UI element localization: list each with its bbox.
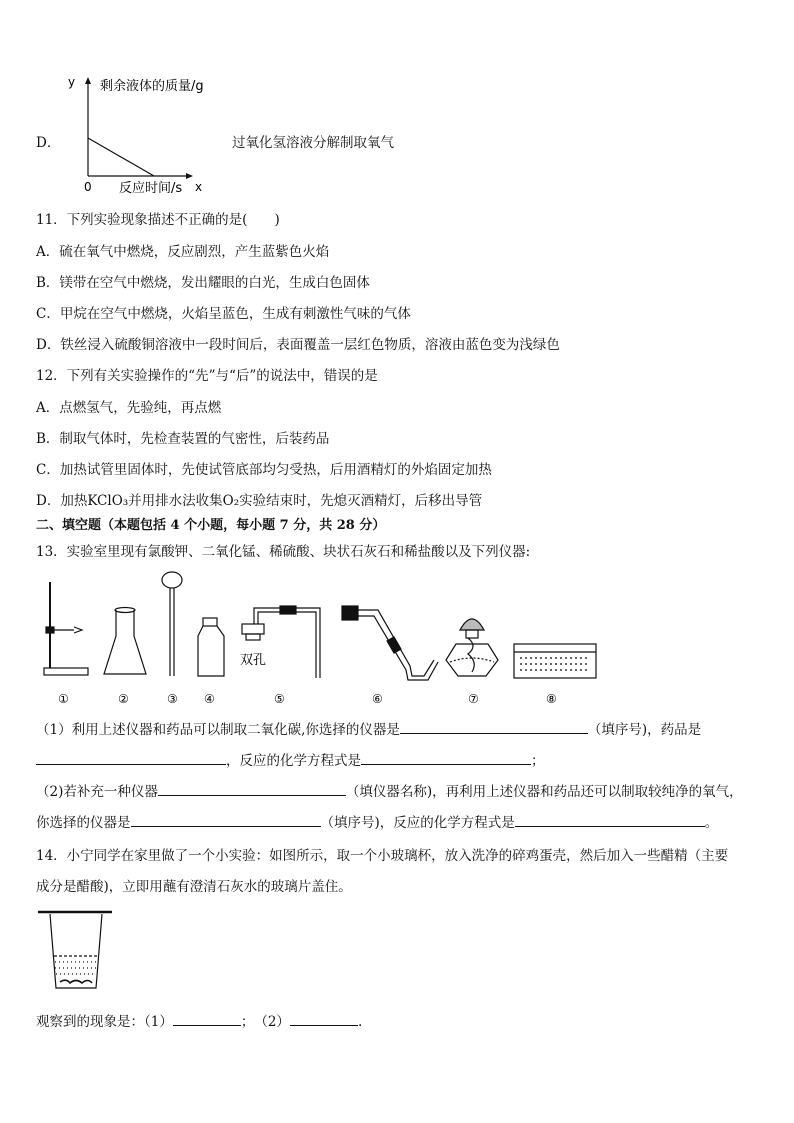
iron-stand-icon [44, 582, 88, 675]
section-title: 二、填空题（本题包括 4 个小题，每小题 7 分，共 28 分） [36, 518, 386, 533]
q13-blank-extra-instrument[interactable] [158, 781, 346, 796]
q14-stem-line1: 14．小宁同学在家里做了一个小实验：如图所示，取一个小玻璃杯，放入洗净的碎鸡蛋壳，然后加入一些醋精（主要 [36, 848, 729, 864]
y-axis-letter: y [68, 75, 76, 89]
q11-option-c: C．甲烷在空气中燃烧，火焰呈蓝色，生成有刺激性气味的气体 [36, 306, 411, 322]
bent-tube-icon [342, 606, 438, 680]
q11-stem: 11．下列实验现象描述不正确的是( ) [36, 212, 280, 228]
graph-caption: 过氧化氢溶液分解制取氧气 [232, 135, 394, 151]
q14-blank-1[interactable] [173, 1011, 241, 1026]
q12-stem: 12．下列有关实验操作的“先”与“后”的说法中，错误的是 [36, 368, 378, 384]
q12-option-c: C．加热试管里固体时，先使试管底部均匀受热，后用酒精灯的外焰固定加热 [36, 462, 492, 478]
label-6: ⑥ [372, 692, 383, 706]
q11-option-a: A．硫在氧气中燃烧，反应剧烈，产生蓝紫色火焰 [36, 244, 330, 260]
q12-option-a: A．点燃氢气，先验纯，再点燃 [36, 400, 222, 416]
q14-blank-2[interactable] [290, 1011, 358, 1026]
q14-stem-line2: 成分是醋酸)，立即用蘸有澄清石灰水的玻璃片盖住。 [36, 879, 352, 895]
q14-observation-line: 观察到的现象是：（1） ； （2） . [36, 1010, 362, 1030]
mass-line [88, 138, 154, 176]
water-trough-icon [514, 644, 596, 678]
y-axis-label: 剩余液体的质量/g [100, 79, 204, 94]
mass-time-graph [62, 72, 222, 198]
origin-label: 0 [84, 180, 92, 194]
stopper-label: 双孔 [240, 653, 267, 668]
q13-blank-o2-instruments[interactable] [131, 812, 321, 827]
label-4: ④ [204, 692, 215, 706]
q11-option-d: D．铁丝浸入硫酸铜溶液中一段时间后，表面覆盖一层红色物质，溶液由蓝色变为浅绿色 [36, 337, 560, 353]
q12-option-b: B．制取气体时，先检查装置的气密性，后装药品 [36, 431, 330, 447]
q13-blank-equation[interactable] [361, 750, 531, 765]
option-d-label: D． [36, 135, 61, 151]
funnel-icon [162, 572, 182, 676]
x-axis-letter: x [195, 180, 203, 194]
label-3: ③ [167, 692, 178, 706]
x-axis-label: 反应时间/s [119, 181, 183, 196]
label-5: ⑤ [274, 692, 285, 706]
q13-part2-line2: 你选择的仪器是 （填序号)，反应的化学方程式是 。 [36, 811, 718, 831]
q12-option-d: D．加热KClO₃并用排水法收集O₂实验结束时，先熄灭酒精灯，后移出导管 [36, 493, 483, 509]
label-8: ⑧ [546, 692, 557, 706]
x-axis-arrow [186, 173, 193, 179]
label-2: ② [118, 692, 129, 706]
q13-blank-instruments[interactable] [400, 719, 588, 734]
q13-part1-line1: （1）利用上述仪器和药品可以制取二氧化碳,你选择的仪器是 （填序号)，药品是 [36, 718, 701, 738]
alcohol-lamp-icon [446, 619, 498, 676]
q13-blank-reagents[interactable] [36, 750, 226, 765]
q11-option-b: B．镁带在空气中燃烧，发出耀眼的白光，生成白色固体 [36, 275, 370, 291]
q13-stem: 13．实验室里现有氯酸钾、二氧化锰、稀硫酸、块状石灰石和稀盐酸以及下列仪器: [36, 544, 531, 560]
q13-part2-line1: （2)若补充一种仪器 （填仪器名称)，再利用上述仪器和药品还可以制取较纯净的氧气， [36, 780, 743, 800]
y-axis-arrow [85, 77, 91, 84]
q13-part1-line2: ，反应的化学方程式是 ； [36, 749, 545, 769]
glass-cup-figure [36, 906, 116, 996]
label-1: ① [58, 692, 69, 706]
reagent-bottle-icon [198, 618, 224, 676]
apparatus-figure [30, 568, 610, 710]
q13-blank-o2-equation[interactable] [515, 812, 705, 827]
conical-flask-icon [104, 608, 146, 675]
label-7: ⑦ [468, 692, 479, 706]
